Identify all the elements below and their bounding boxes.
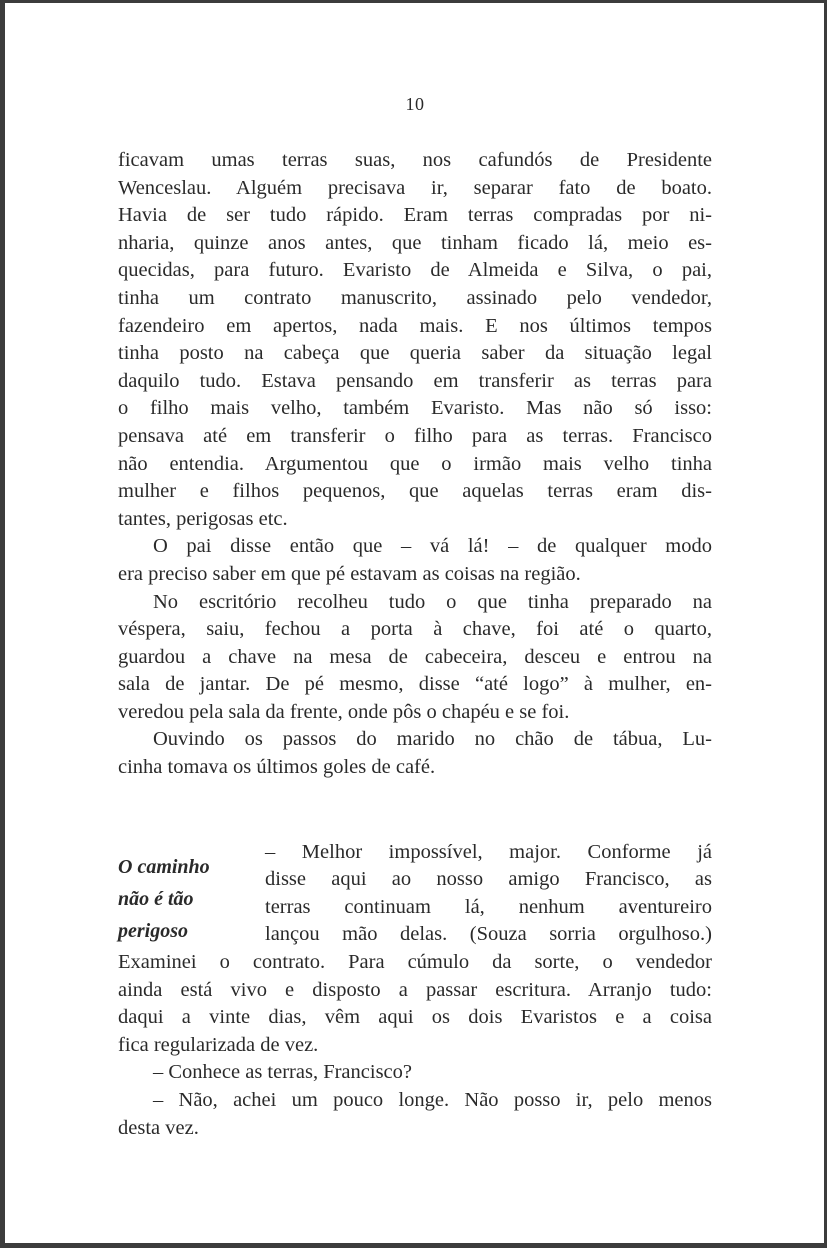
text-line: disse aqui ao nosso amigo Francisco, as: [265, 868, 712, 891]
text-line: fica regularizada de vez.: [118, 1033, 319, 1056]
text-line: – Conhece as terras, Francisco?: [153, 1061, 412, 1084]
text-line: tinha um contrato manuscrito, assinado pelo vendedor,: [118, 286, 712, 309]
text-line: Wenceslau. Alguém precisava ir, separar fato de boato.: [118, 176, 712, 199]
text-line: Ouvindo os passos do marido no chão de tábua, Lu-: [153, 728, 712, 751]
text-line: tantes, perigosas etc.: [118, 507, 288, 530]
text-line: pensava até em transferir o filho para as terras. Francisco: [118, 424, 712, 447]
paragraph: [118, 1059, 712, 1087]
paragraph: [118, 147, 712, 533]
paragraph: [118, 589, 712, 727]
text-line: sala de jantar. De pé mesmo, disse “até logo” à mulher, en-: [118, 673, 712, 696]
text-line: guardou a chave na mesa de cabeceira, desceu e entrou na: [118, 645, 712, 668]
text-line: lançou mão delas. (Souza sorria orgulhoso.): [265, 923, 712, 946]
dialog-paragraph: [118, 839, 712, 1060]
paragraph: [118, 1087, 712, 1142]
margin-note-line: perigoso: [118, 919, 188, 942]
page-number: 10: [405, 94, 425, 114]
text-line: No escritório recolheu tudo o que tinha preparado na: [153, 590, 712, 613]
text-line: daqui a vinte dias, vêm aqui os dois Evaristos e a coisa: [118, 1006, 712, 1029]
text-line: tinha posto na cabeça que queria saber da situação legal: [118, 342, 712, 365]
text-line: fazendeiro em apertos, nada mais. E nos últimos tempos: [118, 314, 712, 337]
paragraph: [118, 533, 712, 588]
text-line: cinha tomava os últimos goles de café.: [118, 756, 436, 779]
text-line: – Melhor impossível, major. Conforme já: [265, 840, 712, 863]
text-line: ainda está vivo e disposto a passar escritura. Arranjo tudo:: [118, 978, 712, 1001]
text-line: o filho mais velho, também Evaristo. Mas não só isso:: [118, 397, 712, 420]
text-line: desta vez.: [118, 1116, 199, 1139]
margin-note-line: não é tão: [118, 887, 194, 910]
text-line: ficavam umas terras suas, nos cafundós de Presidente: [118, 149, 712, 171]
text-line: O pai disse então que – vá lá! – de qualquer modo: [153, 535, 712, 558]
margin-note-line: O caminho: [118, 855, 210, 878]
text-line: quecidas, para futuro. Evaristo de Almeida e Silva, o pai,: [118, 259, 712, 282]
text-line: nharia, quinze anos antes, que tinham ficado lá, meio es-: [118, 231, 712, 254]
text-line: era preciso saber em que pé estavam as coisas na região.: [118, 562, 581, 585]
text-block: [118, 147, 712, 1142]
text-line: véspera, saiu, fechou a porta à chave, foi até o quarto,: [118, 618, 712, 641]
margin-note: [118, 839, 265, 942]
paragraph: [118, 726, 712, 781]
text-line: veredou pela sala da frente, onde pôs o chapéu e se foi.: [118, 700, 570, 723]
text-line: terras continuam lá, nenhum aventureiro: [265, 895, 712, 918]
text-line: – Não, achei um pouco longe. Não posso ir, pelo menos: [153, 1089, 712, 1111]
text-line: mulher e filhos pequenos, que aquelas terras eram dis-: [118, 480, 712, 503]
text-line: daquilo tudo. Estava pensando em transferir as terras para: [118, 369, 712, 392]
text-line: Havia de ser tudo rápido. Eram terras compradas por ni-: [118, 204, 712, 227]
text-line: Examinei o contrato. Para cúmulo da sorte, o vendedor: [118, 951, 712, 974]
text-line: não entendia. Argumentou que o irmão mais velho tinha: [118, 452, 712, 475]
